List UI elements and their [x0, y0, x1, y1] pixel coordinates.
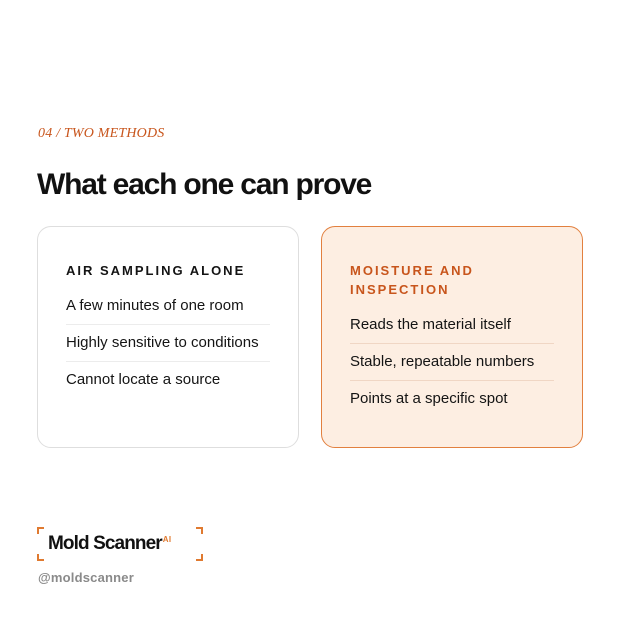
social-handle: @moldscanner: [38, 570, 134, 585]
list-item: Reads the material itself: [350, 307, 554, 344]
card-heading: AIR SAMPLING ALONE: [66, 263, 246, 278]
air-sampling-card: [37, 226, 299, 448]
logo-corner-bracket: [37, 527, 44, 534]
logo-corner-bracket: [196, 554, 203, 561]
list-item: Points at a specific spot: [350, 390, 508, 407]
brand-name: Mold Scanner: [48, 533, 162, 554]
logo-corner-bracket: [37, 554, 44, 561]
list-item: A few minutes of one room: [66, 288, 270, 325]
list-item: Highly sensitive to conditions: [66, 325, 270, 362]
list-item: Stable, repeatable numbers: [350, 344, 554, 381]
moisture-inspection-card: [321, 226, 583, 448]
brand-suffix: AI: [162, 534, 172, 544]
logo-corner-bracket: [196, 527, 203, 534]
section-eyebrow: 04 / TWO METHODS: [38, 126, 165, 141]
list-item: Cannot locate a source: [66, 371, 221, 388]
page-title: What each one can prove: [37, 168, 372, 201]
brand-logo: [37, 527, 203, 561]
brand-wordmark: [48, 533, 171, 555]
card-heading: MOISTURE AND INSPECTION: [350, 263, 474, 297]
